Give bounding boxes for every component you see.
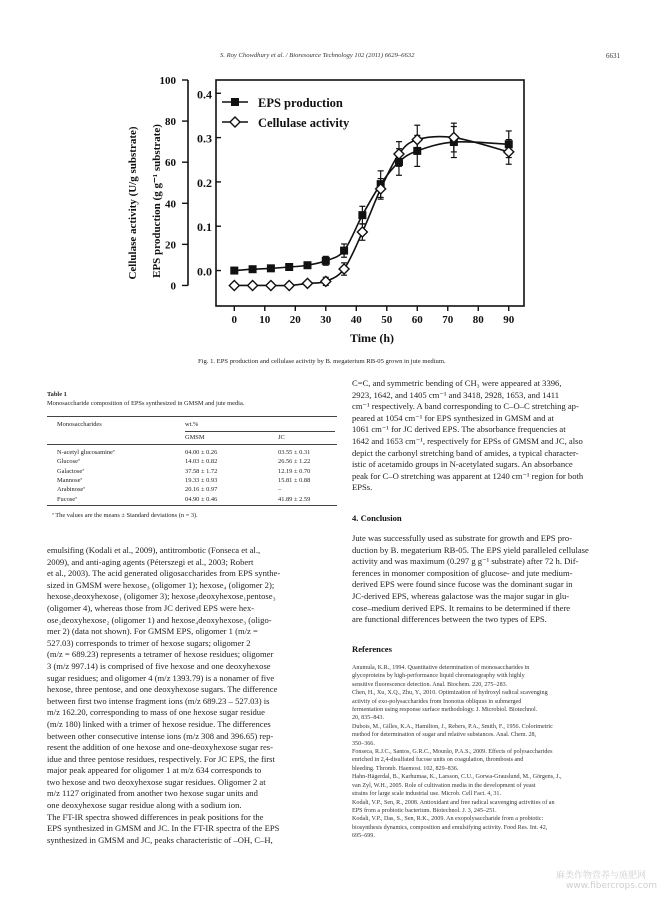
legend-marker-eps bbox=[231, 98, 239, 106]
table-cell-jc: 15.81 ± 0.88 bbox=[278, 476, 311, 484]
table-cell-monosaccharide: Mannoseª bbox=[57, 476, 83, 484]
y-left-tick-label: 20 bbox=[165, 239, 176, 252]
data-point-cellulase bbox=[266, 280, 276, 290]
data-point-eps bbox=[358, 211, 366, 219]
x-tick-label: 10 bbox=[259, 314, 271, 326]
paragraph-line: (m/z = 689.23) represents a tetramer of hexose residues; oligomer bbox=[47, 649, 274, 660]
data-point-eps bbox=[230, 267, 238, 275]
conclusion-line: cose–medium derived EPS. It remains to be determined if there bbox=[352, 602, 571, 613]
reference-line: fermentation using response surface methodology. J. Microbiol. Biotechnol. bbox=[352, 707, 538, 714]
table-cell-jc: 12.19 ± 0.70 bbox=[278, 467, 311, 475]
conclusion-line: activity and was maximum (0.297 g g⁻¹ substrate) after 72 h. Dif- bbox=[352, 556, 579, 567]
paragraph-line: between other consecutive intense ions (m/z 308 and 396.65) rep- bbox=[47, 730, 274, 741]
y-left-tick-label: 80 bbox=[165, 116, 176, 129]
reference-line: activity of exo-polysaccharides from Inonotus obliquus in submerged bbox=[352, 698, 522, 705]
reference-line: Fonseca, R.J.C., Santos, G.R.C., Mourão, P.A.S., 2009. Effects of polysaccharides bbox=[352, 749, 553, 756]
y-left-tick-label: 40 bbox=[165, 198, 176, 211]
table-subtitle: Monosaccharide composition of EPSs synthesized in GMSM and jute media. bbox=[47, 400, 245, 407]
paragraph-line: et al., 2003). The acid generated oligosaccharides from EPS synthe- bbox=[47, 568, 281, 579]
paragraph-line: (oligomer 4), whereas those from JC derived EPS were hex- bbox=[47, 602, 255, 613]
table-header-jc: JC bbox=[278, 434, 285, 441]
data-point-eps bbox=[267, 264, 275, 272]
reference-line: sensitive fluorescence detection. Anal. Biochem. 220, 275–283. bbox=[352, 681, 508, 688]
y-left-tick-label: 60 bbox=[165, 157, 176, 170]
paragraph-line: C=C, and symmetric bending of CH₃ were appeared at 3396, bbox=[352, 378, 562, 388]
data-point-cellulase bbox=[357, 227, 367, 237]
paragraph-line: emulsifing (Kodali et al., 2009), antitrombotic (Fonseca et al., bbox=[47, 545, 261, 555]
references-heading: References bbox=[352, 644, 392, 654]
conclusion-line: ferences in monomer composition of glucose- and jute medium- bbox=[352, 567, 573, 578]
watermark-url: www.fibercrops.com bbox=[566, 881, 657, 891]
table-1 bbox=[47, 391, 337, 407]
paragraph-line: cm⁻¹ respectively. A band corresponding to C–O–C stretching ap- bbox=[352, 401, 579, 412]
table-cell-monosaccharide: Fucoseª bbox=[57, 495, 77, 503]
y-right-tick-label: 0.1 bbox=[197, 220, 212, 235]
reference-line: Kodali, V.P., Sen, R., 2008. Antioxidant and free radical scavenging activities of an bbox=[352, 799, 555, 806]
table-header-monosaccharides: Monosaccharides bbox=[57, 421, 102, 428]
paragraph-line: istic of acetamido groups in N-acetylated sugars. An absorbance bbox=[352, 459, 573, 470]
data-point-eps bbox=[340, 247, 348, 255]
table-cell-monosaccharide: Galactoseª bbox=[57, 467, 84, 475]
series-line-2 bbox=[234, 137, 508, 286]
paragraph-line: sized in GMSM were hexose₃ (oligomer 1); hexose₄ (oligomer 2); bbox=[47, 579, 275, 590]
y-right-tick-label: 0.3 bbox=[197, 131, 212, 146]
conclusion-line: are functional differences between the two types of EPS. bbox=[352, 614, 547, 625]
conclusion-line: JC-derived EPS, whereas galactose was the major sugar in glu- bbox=[352, 590, 570, 601]
paragraph-line: m/z 162.20, corresponding to mass of one hexose sugar residue bbox=[47, 707, 265, 718]
reference-line: enriched in 2,4-disulfated fucose units on coagulation, thrombosis and bbox=[352, 757, 524, 764]
reference-line: EPS from a probiotic bacterium. Biotechnol. J. 3, 245–251. bbox=[352, 807, 497, 814]
x-tick-label: 40 bbox=[350, 314, 362, 326]
reference-line: Kodali, V.P., Das, S., Sen, R.K., 2009. An exopolysaccharide from a probiotic: bbox=[352, 816, 544, 823]
data-point-cellulase bbox=[412, 135, 422, 145]
table-cell-jc: 41.89 ± 2.59 bbox=[278, 495, 311, 503]
table-cell-gmsm: 20.16 ± 0.97 bbox=[185, 486, 218, 494]
y-right-tick-label: 0.0 bbox=[197, 264, 212, 279]
table-cell-jc: – bbox=[278, 486, 282, 494]
conclusion-text bbox=[352, 533, 634, 626]
paragraph-line: m/z 1127 originated from another two hexose sugar units and bbox=[47, 788, 258, 799]
paragraph-line: 527.03) corresponds to trimer of hexose sugars; oligomer 2 bbox=[47, 637, 251, 648]
paragraph-line: 1642 and 1653 cm⁻¹, respectively for EPSs of GMSM and JC, also bbox=[352, 435, 583, 446]
conclusion-line: derived EPS were found since fucose was the dominant sugar in bbox=[352, 579, 573, 590]
plot-frame bbox=[216, 80, 524, 306]
table-cell-jc: 03.55 ± 0.31 bbox=[278, 449, 311, 456]
paragraph-line: sugar residues; and oligomer 4 (m/z 1393.79) is a nonamer of five bbox=[47, 672, 275, 683]
paragraph-line: mer 2) (data not shown). For GMSM EPS, oligomer 1 (m/z = bbox=[47, 626, 258, 637]
paragraph-line: idue and three pentose residues, respectively. For JC EPS, the first bbox=[47, 753, 275, 764]
paragraph-line: depict the carbonyl stretching band of amides, a typical character- bbox=[352, 447, 579, 458]
reference-line: 20, 835–843. bbox=[352, 715, 384, 722]
conclusion-line: duction by B. megaterium RB-05. The EPS yield paralleled cellulase bbox=[352, 544, 589, 555]
table-cell-monosaccharide: Glucoseª bbox=[57, 458, 80, 466]
legend-label-eps: EPS production bbox=[258, 96, 343, 110]
paragraph-line: EPSs. bbox=[352, 482, 373, 493]
x-tick-label: 60 bbox=[411, 314, 423, 326]
eps-cellulase-chart bbox=[127, 70, 540, 360]
x-tick-label: 50 bbox=[381, 314, 393, 326]
table-cell-gmsm: 04.00 ± 0.26 bbox=[185, 449, 218, 456]
left-column-text bbox=[47, 545, 337, 846]
table-footnote: ª The values are the means ± Standard deviations (n = 3). bbox=[52, 512, 198, 519]
data-point-eps bbox=[249, 265, 257, 273]
reference-line: strains for large scale industrial use. Microb. Cell Fact. 4, 31. bbox=[352, 791, 501, 798]
y-right-tick-label: 0.4 bbox=[197, 87, 212, 102]
figure-caption: Fig. 1. EPS production and cellulase activity by B. megaterium RB-05 grown in jute medium. bbox=[198, 358, 446, 365]
reference-line: glycoproteins by high-performance liquid chromatography with highly bbox=[352, 673, 525, 680]
reference-line: Anumula, K.R., 1994. Quantitative determination of monosaccharides in bbox=[352, 665, 530, 671]
table-cell-jc: 26.56 ± 1.22 bbox=[278, 458, 311, 466]
paragraph-line: major peak appeared for oligomer 1 at m/z 634 corresponds to bbox=[47, 765, 262, 776]
reference-line: bleeding. Thromb. Haemost. 102, 829–836. bbox=[352, 765, 459, 772]
running-title: S. Roy Chowdhury et al. / Bioresource Technology 102 (2011) 6629–6632 bbox=[220, 52, 415, 59]
x-tick-label: 0 bbox=[231, 314, 238, 326]
conclusion-line: Jute was successfully used as substrate for growth and EPS pro- bbox=[352, 533, 573, 543]
y-right-axis-label: EPS production (g g⁻¹ substrate) bbox=[151, 124, 163, 278]
reference-line: biosynthesis dynamics, composition and emulsifying activity. Food Res. Int. 42, bbox=[352, 824, 548, 831]
conclusion-heading: 4. Conclusion bbox=[352, 513, 402, 523]
paragraph-line: two hexose and two deoxyhexose sugar residues. Oligomer 2 at bbox=[47, 776, 266, 787]
paragraph-line: between first two intense fragment ions (m/z 689.23 – 527.03) is bbox=[47, 695, 270, 706]
data-point-eps bbox=[285, 263, 293, 271]
paragraph-line: hexose₃deoxyhexose₁ (oligomer 3); hexose₃deoxyhexose₁pentose₃ bbox=[47, 591, 276, 602]
paragraph-line: one deoxyhexose sugar residue along with a sodium ion. bbox=[47, 800, 242, 811]
paragraph-line: 2009), and anti-aging agents (Péterszegi et al., 2003; Robert bbox=[47, 556, 254, 567]
y-right-tick-label: 0.2 bbox=[197, 175, 212, 190]
reference-line: Hahn-Hägerdal, B., Karhumaa, K., Larsson, C.U., Gorwa-Grauslund, M., Görgens, J., bbox=[352, 774, 562, 781]
table-header-wt: wt.% bbox=[185, 421, 199, 428]
y-left-tick-label: 100 bbox=[159, 75, 176, 87]
table-cell-gmsm: 04.90 ± 0.46 bbox=[185, 495, 218, 503]
reference-line: Chen, H., Xu, X.Q., Zhu, Y., 2010. Optimization of hydroxyl radical scavenging bbox=[352, 690, 548, 697]
reference-line: Dubois, M., Gilles, K.A., Hamilton, J., Rebers, P.A., Smith, F., 1956. Colorimetric bbox=[352, 723, 553, 730]
paragraph-line: (m/z 180) linked with a trimer of hexose residue. The differences bbox=[47, 718, 271, 729]
paragraph-line: The FT-IR spectra showed differences in peak positions for the bbox=[47, 811, 264, 822]
paragraph-line: hexose, three pentose, and one deoxyhexose sugars. The difference bbox=[47, 684, 278, 695]
x-tick-label: 20 bbox=[289, 314, 301, 326]
table-header-gmsm: GMSM bbox=[185, 434, 205, 441]
paragraph-line: peak for C–O stretching was apparent at 1240 cm⁻¹ region for both bbox=[352, 470, 584, 481]
table-cell-monosaccharide: N-acetyl glucosamineª bbox=[57, 449, 115, 456]
legend-label-cellulase: Cellulase activity bbox=[258, 116, 350, 130]
table-cell-monosaccharide: Arabinoseª bbox=[57, 486, 86, 494]
paragraph-line: EPS synthesized in GMSM and JC. In the FT-IR spectra of the EPS bbox=[47, 823, 280, 834]
data-point-cellulase bbox=[302, 278, 312, 288]
table-cell-gmsm: 14.03 ± 0.82 bbox=[185, 458, 218, 466]
data-point-cellulase bbox=[321, 276, 331, 286]
paragraph-line: 1061 cm⁻¹ for JC derived EPS. The absorbance frequencies at bbox=[352, 424, 566, 435]
data-point-eps bbox=[322, 257, 330, 265]
paragraph-line: 2923, 1642, and 1405 cm⁻¹ and 3418, 2928, 1653, and 1411 bbox=[352, 389, 560, 400]
data-point-cellulase bbox=[284, 280, 294, 290]
x-tick-label: 80 bbox=[472, 314, 484, 326]
reference-line: van Zyl, W.H., 2005. Role of cultivation media in the development of yeast bbox=[352, 782, 536, 789]
data-point-cellulase bbox=[229, 280, 239, 290]
paragraph-line: synthesized in GMSM and JC, peaks characteristic of –OH, C–H, bbox=[47, 834, 273, 845]
y-left-tick-label: 0 bbox=[170, 280, 176, 293]
series-line-1 bbox=[234, 142, 508, 271]
x-axis-label: Time (h) bbox=[349, 331, 395, 345]
paragraph-line: 3 (m/z 997.14) is comprised of five hexose and one deoxyhexose bbox=[47, 660, 271, 671]
table-cell-gmsm: 37.58 ± 1.72 bbox=[185, 467, 218, 475]
y-left-axis-label: Cellulase activity (U/g substrate) bbox=[127, 126, 139, 280]
reference-line: 695–699. bbox=[352, 833, 375, 840]
page-number: 6631 bbox=[606, 52, 620, 60]
data-point-cellulase bbox=[248, 280, 258, 290]
data-point-eps bbox=[303, 261, 311, 269]
reference-line: 350–366. bbox=[352, 740, 375, 747]
references-list bbox=[352, 664, 642, 841]
table-title: Table 1 bbox=[47, 391, 67, 398]
x-tick-label: 30 bbox=[320, 314, 332, 326]
x-tick-label: 90 bbox=[503, 314, 515, 326]
watermark-chinese: 麻类作物营养与施肥网 bbox=[556, 871, 647, 881]
data-point-cellulase bbox=[504, 147, 514, 157]
x-tick-label: 70 bbox=[442, 314, 454, 326]
table-cell-gmsm: 19.33 ± 0.93 bbox=[185, 476, 218, 484]
paragraph-line: ose₂deoxyhexose₂ (oligomer 1) and hexose₄deoxyhexose₃ (oligo- bbox=[47, 614, 272, 625]
right-column-text bbox=[352, 378, 634, 494]
reference-line: method for determination of sugar and relative substances. Anal. Chem. 28, bbox=[352, 732, 537, 739]
paragraph-line: resent the addition of one hexose and one-deoxyhexose sugar res- bbox=[47, 742, 273, 753]
paragraph-line: peared at 1054 cm⁻¹ for EPS synthesized in GMSM and at bbox=[352, 412, 554, 423]
legend-marker-cellulase bbox=[230, 117, 240, 127]
